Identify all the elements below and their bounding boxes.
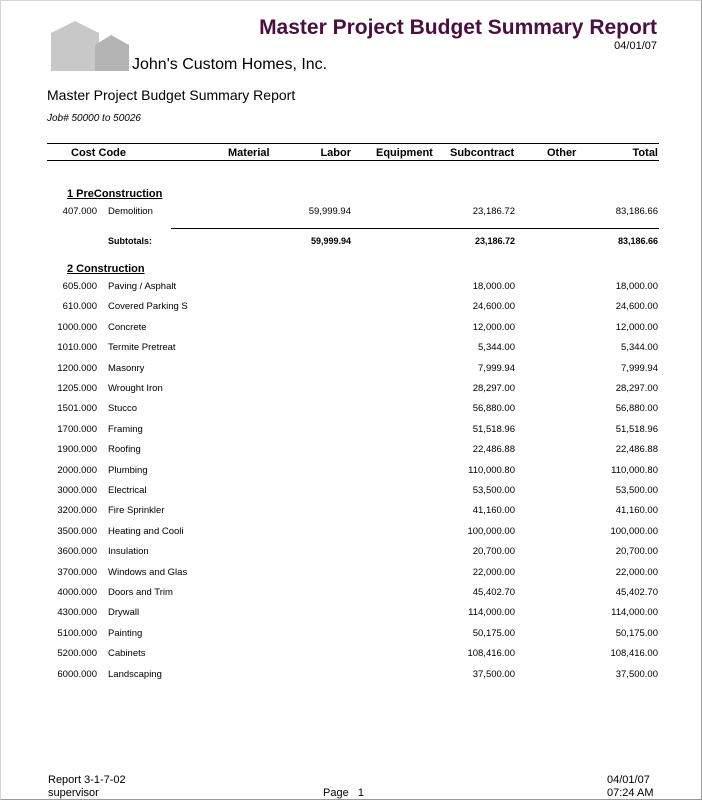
footer-page-number: 1 [357, 787, 364, 799]
cost-description: Paving / Asphalt [108, 281, 177, 292]
section-title: 2 Construction [67, 263, 145, 275]
cost-code: 1200.000 [57, 362, 97, 374]
header-rule-bottom [47, 160, 659, 161]
cost-code: 3600.000 [57, 546, 97, 558]
subcontract-amount: 41,160.00 [472, 505, 515, 517]
total-amount: 28,297.00 [615, 383, 658, 394]
cost-code: 1205.000 [57, 383, 97, 394]
total-amount: 83,186.66 [615, 206, 658, 217]
table-row [1, 567, 701, 581]
subcontract-amount: 110,000.80 [468, 464, 515, 476]
table-row [1, 383, 701, 397]
total-amount: 37,500.00 [615, 668, 658, 680]
total-amount: 56,880.00 [615, 403, 658, 415]
cost-code: 2000.000 [57, 464, 97, 476]
footer-user: supervisor [48, 787, 99, 799]
subcontract-amount: 7,999.94 [478, 362, 515, 374]
cost-description: Fire Sprinkler [108, 505, 165, 517]
subtotal-labor: 59,999.94 [310, 236, 351, 246]
table-row [1, 587, 701, 601]
table-row [1, 301, 701, 315]
table-row [1, 206, 701, 220]
job-range: Job# 50000 to 50026 [47, 113, 141, 124]
subtotal-label: Subtotals: [108, 236, 152, 246]
subcontract-amount: 45,402.70 [472, 587, 515, 598]
total-amount: 51,518.96 [615, 423, 658, 435]
table-row [1, 424, 701, 438]
report-subtitle: Master Project Budget Summary Report [47, 87, 296, 103]
cost-code: 1900.000 [57, 444, 97, 456]
cost-description: Cabinets [108, 648, 146, 660]
cost-description: Demolition [108, 206, 153, 217]
cost-description: Insulation [108, 546, 149, 558]
total-amount: 45,402.70 [615, 587, 658, 598]
cost-description: Concrete [108, 321, 147, 333]
cost-description: Stucco [108, 403, 138, 415]
cost-description: Plumbing [108, 464, 148, 476]
cost-code: 1010.000 [57, 342, 97, 354]
total-amount: 7,999.94 [621, 362, 658, 374]
footer-time: 07:24 AM [607, 787, 654, 799]
col-header-total: Total [632, 147, 658, 159]
subcontract-amount: 20,700.00 [472, 546, 515, 558]
cost-code: 407.000 [62, 206, 97, 217]
cost-description: Landscaping [108, 668, 162, 680]
total-amount: 53,500.00 [615, 485, 658, 496]
cost-code: 1000.000 [57, 321, 97, 333]
cost-description: Roofing [108, 444, 141, 456]
col-header-cost-code: Cost Code [71, 147, 126, 159]
col-header-equipment: Equipment [376, 147, 433, 159]
cost-description: Heating and Cooli [108, 525, 184, 537]
cost-description: Termite Pretreat [108, 342, 176, 354]
total-amount: 5,344.00 [621, 342, 658, 354]
col-header-labor: Labor [320, 147, 351, 159]
subcontract-amount: 18,000.00 [472, 281, 515, 292]
cost-code: 3000.000 [57, 485, 97, 496]
subcontract-amount: 100,000.00 [467, 525, 515, 537]
subcontract-amount: 56,880.00 [472, 403, 515, 415]
col-header-subcontract: Subcontract [450, 147, 515, 159]
total-amount: 20,700.00 [615, 546, 658, 558]
cost-description: Covered Parking S [108, 301, 188, 313]
company-logo-houses-icon [51, 21, 131, 71]
total-amount: 22,486.88 [615, 444, 658, 456]
table-row [1, 322, 701, 336]
total-amount: 110,000.80 [611, 464, 658, 476]
subcontract-amount: 51,518.96 [472, 423, 515, 435]
table-row [1, 628, 701, 642]
subcontract-amount: 23,186.72 [472, 206, 515, 217]
total-amount: 114,000.00 [611, 607, 658, 619]
report-date: 04/01/07 [614, 40, 657, 52]
cost-description: Drywall [108, 607, 140, 619]
table-row [1, 342, 701, 356]
cost-description: Doors and Trim [108, 587, 173, 598]
col-header-material: Material [228, 147, 270, 159]
table-row [1, 363, 701, 377]
table-row [1, 444, 701, 458]
table-row [1, 403, 701, 417]
subcontract-amount: 5,344.00 [478, 342, 515, 354]
cost-code: 6000.000 [57, 668, 97, 680]
subtotal-subcontract: 23,186.72 [474, 236, 515, 246]
subcontract-amount: 37,500.00 [472, 668, 515, 680]
cost-code: 1700.000 [57, 423, 97, 435]
labor-amount: 59,999.94 [308, 206, 351, 217]
cost-description: Painting [108, 627, 143, 639]
cost-description: Windows and Glas [108, 566, 188, 578]
table-row [1, 485, 701, 499]
cost-description: Framing [108, 423, 143, 435]
total-amount: 24,600.00 [615, 301, 658, 313]
cost-code: 4300.000 [57, 607, 97, 619]
header-rule-top [47, 143, 659, 144]
table-row [1, 648, 701, 662]
total-amount: 22,000.00 [615, 566, 658, 578]
cost-code: 610.000 [62, 301, 97, 313]
subcontract-amount: 12,000.00 [472, 321, 515, 333]
table-row [1, 607, 701, 621]
cost-code: 3200.000 [57, 505, 97, 517]
cost-code: 4000.000 [57, 587, 97, 598]
section-title: 1 PreConstruction [67, 188, 163, 200]
total-amount: 41,160.00 [615, 505, 658, 517]
cost-description: Wrought Iron [108, 383, 163, 394]
subcontract-amount: 53,500.00 [472, 485, 515, 496]
footer-page [323, 787, 364, 799]
company-name: John's Custom Homes, Inc. [132, 56, 328, 73]
subcontract-amount: 22,000.00 [472, 566, 515, 578]
table-row [1, 465, 701, 479]
subtotal-row [1, 236, 701, 250]
total-amount: 12,000.00 [615, 321, 658, 333]
cost-code: 5100.000 [57, 627, 97, 639]
cost-code: 3700.000 [57, 566, 97, 578]
total-amount: 100,000.00 [610, 525, 658, 537]
subcontract-amount: 114,000.00 [468, 607, 515, 619]
subtotal-rule [171, 228, 659, 229]
col-header-other: Other [547, 147, 577, 159]
total-amount: 108,416.00 [610, 648, 658, 660]
total-amount: 18,000.00 [615, 281, 658, 292]
table-row [1, 669, 701, 683]
subcontract-amount: 24,600.00 [472, 301, 515, 313]
subcontract-amount: 28,297.00 [472, 383, 515, 394]
cost-description: Masonry [108, 362, 145, 374]
footer-date: 04/01/07 [607, 774, 650, 786]
subtotal-total: 83,186.66 [617, 236, 658, 246]
subcontract-amount: 50,175.00 [472, 627, 515, 639]
subcontract-amount: 22,486.88 [472, 444, 515, 456]
subcontract-amount: 108,416.00 [467, 648, 515, 660]
table-row [1, 526, 701, 540]
table-row [1, 505, 701, 519]
cost-code: 605.000 [62, 281, 97, 292]
table-row [1, 546, 701, 560]
cost-description: Electrical [108, 485, 147, 496]
cost-code: 5200.000 [57, 648, 97, 660]
total-amount: 50,175.00 [615, 627, 658, 639]
cost-code: 3500.000 [57, 525, 97, 537]
footer-page-label: Page [323, 787, 349, 799]
report-title: Master Project Budget Summary Report [259, 16, 657, 39]
footer-report-id: Report 3-1-7-02 [48, 774, 126, 786]
table-row [1, 281, 701, 295]
cost-code: 1501.000 [57, 403, 97, 415]
